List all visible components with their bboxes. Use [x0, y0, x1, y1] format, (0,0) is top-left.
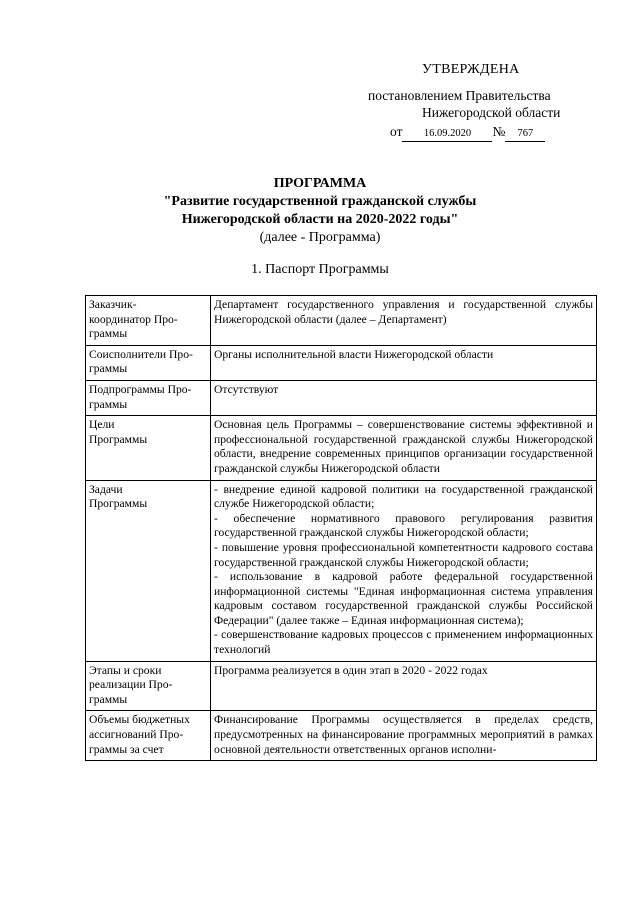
row-content-paragraph: - использование в кадровой работе федеральной государственной информационной системы "Единая информационная система управления кадровым составом государственной гражданской службы Российской Федерации" (далее также – Единая информационная система);	[214, 570, 593, 627]
row-content-cell	[211, 380, 597, 415]
row-label-line: граммы	[89, 327, 128, 341]
table-row	[86, 296, 597, 346]
row-content-paragraph: Финансирование Программы осуществляется в пределах средств, предусмотренных на финансирование программных мероприятий в рамках основной деятельности ответственных органов исполни-	[214, 713, 593, 756]
row-label-line: граммы за счет	[89, 742, 164, 756]
section-title: 1. Паспорт Программы	[251, 262, 389, 277]
row-content-paragraph: - внедрение единой кадровой политики на государственной гражданской службе Нижегородской области;	[214, 482, 593, 511]
row-label-line: Подпрограммы Про-	[89, 382, 192, 396]
table-row	[86, 416, 597, 480]
row-label-line: граммы	[89, 397, 128, 411]
row-content-paragraph: Отсутствуют	[214, 382, 279, 396]
row-label-line: Программы	[89, 497, 148, 511]
approval-line-1: постановлением Правительства	[368, 88, 551, 103]
row-content-paragraph: Департамент государственного управления и государственной службы Нижегородской области (далее – Департамент)	[214, 298, 593, 326]
row-label-line: координатор Про-	[89, 312, 178, 326]
row-label-line: Задачи	[89, 482, 123, 496]
row-label-line: ассигнований Про-	[89, 728, 184, 742]
row-content-paragraph: - обеспечение нормативного правового регулирования развития государственной гражданской службы Нижегородской области;	[214, 511, 593, 540]
row-content-cell	[211, 480, 597, 661]
row-content-cell	[211, 661, 597, 711]
row-label-line: граммы	[89, 362, 128, 376]
row-label-line: Объемы бюджетных	[89, 713, 190, 727]
approval-heading: УТВЕРЖДЕНА	[422, 62, 520, 77]
row-label-cell	[86, 345, 211, 380]
program-name-line-1: "Развитие государственной гражданской службы	[163, 194, 477, 209]
row-label-line: Программы	[89, 432, 148, 446]
row-label-cell	[86, 380, 211, 415]
row-content-cell	[211, 711, 597, 761]
program-note: (далее - Программа)	[259, 230, 381, 245]
row-label-cell	[86, 661, 211, 711]
table-row	[86, 711, 597, 761]
row-label-line: Заказчик-	[89, 298, 137, 311]
program-name-line-2: Нижегородской области на 2020-2022 годы"	[181, 212, 459, 227]
program-word: ПРОГРАММА	[273, 176, 367, 191]
table-row	[86, 345, 597, 380]
row-content-paragraph: Основная цель Программы – совершенствование системы эффективной и профессиональной государственной гражданской службы Нижегородской области, внедрение современных принципов организации государственной гражданской службы Нижегородской области	[214, 418, 593, 475]
row-label-line: Соисполнители Про-	[89, 347, 193, 361]
passport-table	[85, 295, 597, 761]
row-content-paragraph: Программа реализуется в один этап в 2020 - 2022 годах	[214, 663, 488, 677]
row-content-paragraph: - повышение уровня профессиональной компетентности кадрового состава государственной гражданской службы Нижегородской области;	[214, 540, 593, 569]
row-label-cell	[86, 480, 211, 661]
number-label: №	[492, 124, 506, 139]
row-label-line: реализации Про-	[89, 678, 173, 692]
program-title	[0, 175, 640, 247]
row-label-line: Этапы и сроки	[89, 663, 162, 677]
row-content-paragraph: - совершенствование кадровых процессов с применением информационных технологий	[214, 628, 593, 657]
row-label-line: граммы	[89, 692, 128, 706]
table-row	[86, 661, 597, 711]
row-label-cell	[86, 416, 211, 480]
approval-line-2: Нижегородской области	[422, 105, 561, 120]
approval-number: 767	[505, 127, 545, 142]
row-label-cell	[86, 296, 211, 346]
row-content-cell	[211, 416, 597, 480]
row-content-paragraph: Органы исполнительной власти Нижегородской области	[214, 347, 494, 361]
row-label-cell	[86, 711, 211, 761]
approval-date: 16.09.2020	[402, 127, 492, 142]
table-row	[86, 480, 597, 661]
approval-date-number	[390, 124, 545, 142]
table-row	[86, 380, 597, 415]
row-content-cell	[211, 296, 597, 346]
from-label: от	[390, 124, 403, 139]
row-label-line: Цели	[89, 418, 115, 432]
row-content-cell	[211, 345, 597, 380]
